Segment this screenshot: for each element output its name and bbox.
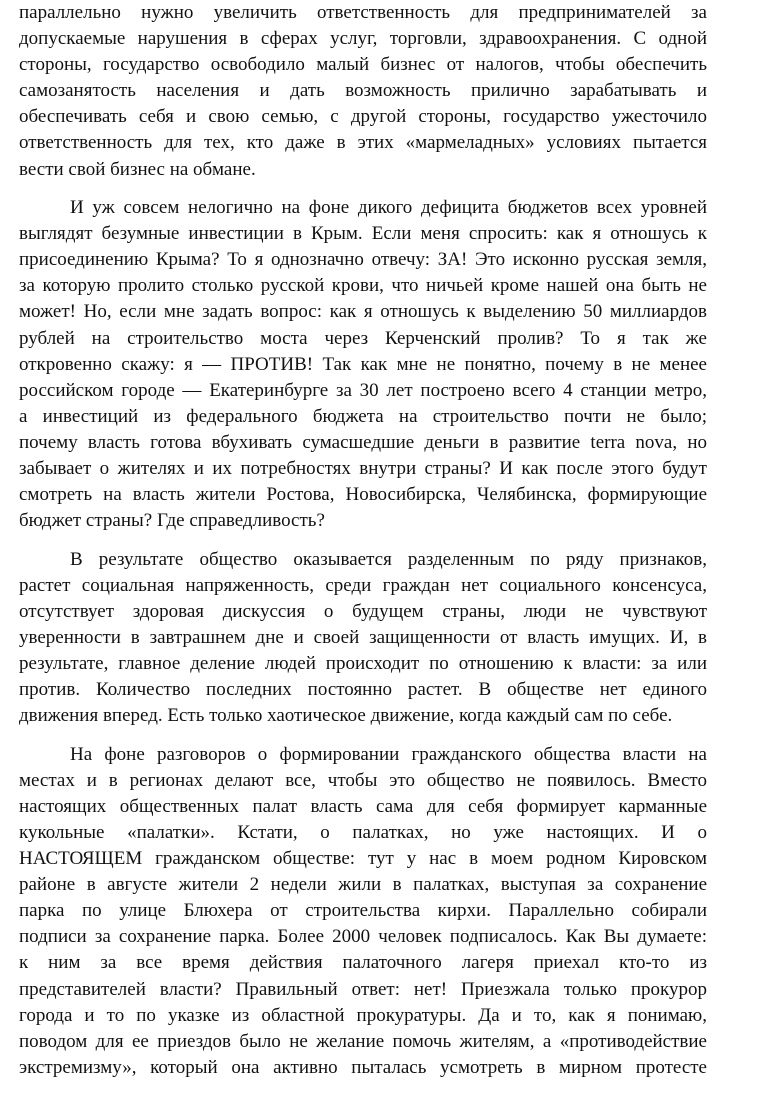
text-line: а инвестиций из федерального бюджета на строительство почти не было; <box>19 405 707 427</box>
text-line: присоединению Крыма? То я однозначно отвечу: ЗА! Это исконно русская земля, <box>19 249 707 271</box>
paragraph-spacer <box>19 183 707 195</box>
text-line: И уж совсем нелогично на фоне дикого дефицита бюджетов всех уровней <box>70 197 707 219</box>
text-line: может! Но, если мне задать вопрос: как я отношусь к выделению 50 миллиардов <box>19 301 707 323</box>
text-line: выглядят безумные инвестиции в Крым. Если меня спросить: как я отношусь к <box>19 223 707 245</box>
text-line: районе в августе жители 2 недели жили в палатках, выступая за сохранение <box>19 874 707 896</box>
text-line: российском городе — Екатеринбурге за 30 лет построено всего 4 станции метро, <box>19 379 707 401</box>
text-line: В результате общество оказывается разделенным по ряду признаков, <box>70 548 707 570</box>
text-line: На фоне разговоров о формировании гражданского общества власти на <box>70 743 707 765</box>
text-line: экстремизму», который она активно пыталась усмотреть в мирном протесте <box>19 1056 707 1078</box>
text-line: парка по улице Блюхера от строительства кирхи. Параллельно собирали <box>19 900 707 922</box>
text-line: уверенности в завтрашнем дне и своей защищенности от власть имущих. И, в <box>19 626 707 648</box>
text-line: вести свой бизнес на обмане. <box>19 158 256 180</box>
text-line: результате, главное деление людей происходит по отношению к власти: за или <box>19 653 707 675</box>
text-line: за которую пролито столько русской крови, что ничьей кроме нашей она быть не <box>19 275 707 297</box>
text-line: смотреть на власть жители Ростова, Новосибирска, Челябинска, формирующие <box>19 484 707 506</box>
paragraph-1 <box>19 0 707 183</box>
text-line: кукольные «палатки». Кстати, о палатках, но уже настоящих. И о <box>19 821 707 843</box>
text-line: забывает о жителях и их потребностях внутри страны? И как после этого будут <box>19 457 707 479</box>
text-line: представителей власти? Правильный ответ: нет! Приезжала только прокурор <box>19 978 707 1000</box>
text-line: откровенно скажу: я — ПРОТИВ! Так как мне не понятно, почему в не менее <box>19 353 707 375</box>
text-line: бюджет страны? Где справедливость? <box>19 510 325 532</box>
text-line: НАСТОЯЩЕМ гражданском обществе: тут у нас в моем родном Кировском <box>19 848 707 870</box>
text-line: стороны, государство освободило малый бизнес от налогов, чтобы обеспечить <box>19 54 707 76</box>
text-line: к ним за все время действия палаточного лагеря приехал кто-то из <box>19 952 707 974</box>
text-line: отсутствует здоровая дискуссия о будущем страны, люди не чувствуют <box>19 600 707 622</box>
paragraph-3 <box>19 547 707 730</box>
document-page <box>19 0 707 1081</box>
text-line: допускаемые нарушения в сферах услуг, торговли, здравоохранения. С одной <box>19 28 707 50</box>
paragraph-2 <box>19 195 707 534</box>
text-line: подписи за сохранение парка. Более 2000 человек подписалось. Как Вы думаете: <box>19 926 707 948</box>
text-line: поводом для ее приездов было не желание помочь жителям, а «противодействие <box>19 1030 707 1052</box>
text-line: города и то по указке из областной прокуратуры. Да и то, как я понимаю, <box>19 1004 707 1026</box>
text-line: ответственность для тех, кто даже в этих «мармеладных» условиях пытается <box>19 132 707 154</box>
text-line: самозанятость населения и дать возможность прилично зарабатывать и <box>19 80 707 102</box>
text-line: настоящих общественных палат власть сама для себя формирует карманные <box>19 795 707 817</box>
text-line: местах и в регионах делают все, чтобы это общество не появилось. Вместо <box>19 769 707 791</box>
paragraph-4 <box>19 742 707 1081</box>
text-line: обеспечивать себя и свою семью, с другой стороны, государство ужесточило <box>19 106 707 128</box>
paragraph-spacer <box>19 729 707 741</box>
text-line: почему власть готова вбухивать сумасшедшие деньги в развитие terra nova, но <box>19 431 707 453</box>
text-line: растет социальная напряженность, среди граждан нет социального консенсуса, <box>19 574 707 596</box>
text-line: против. Количество последних постоянно растет. В обществе нет единого <box>19 679 707 701</box>
text-line: параллельно нужно увеличить ответственность для предпринимателей за <box>19 2 707 23</box>
paragraph-spacer <box>19 534 707 546</box>
text-line: движения вперед. Есть только хаотическое движение, когда каждый сам по себе. <box>19 705 673 727</box>
text-line: рублей на строительство моста через Керченский пролив? То я так же <box>19 327 707 349</box>
